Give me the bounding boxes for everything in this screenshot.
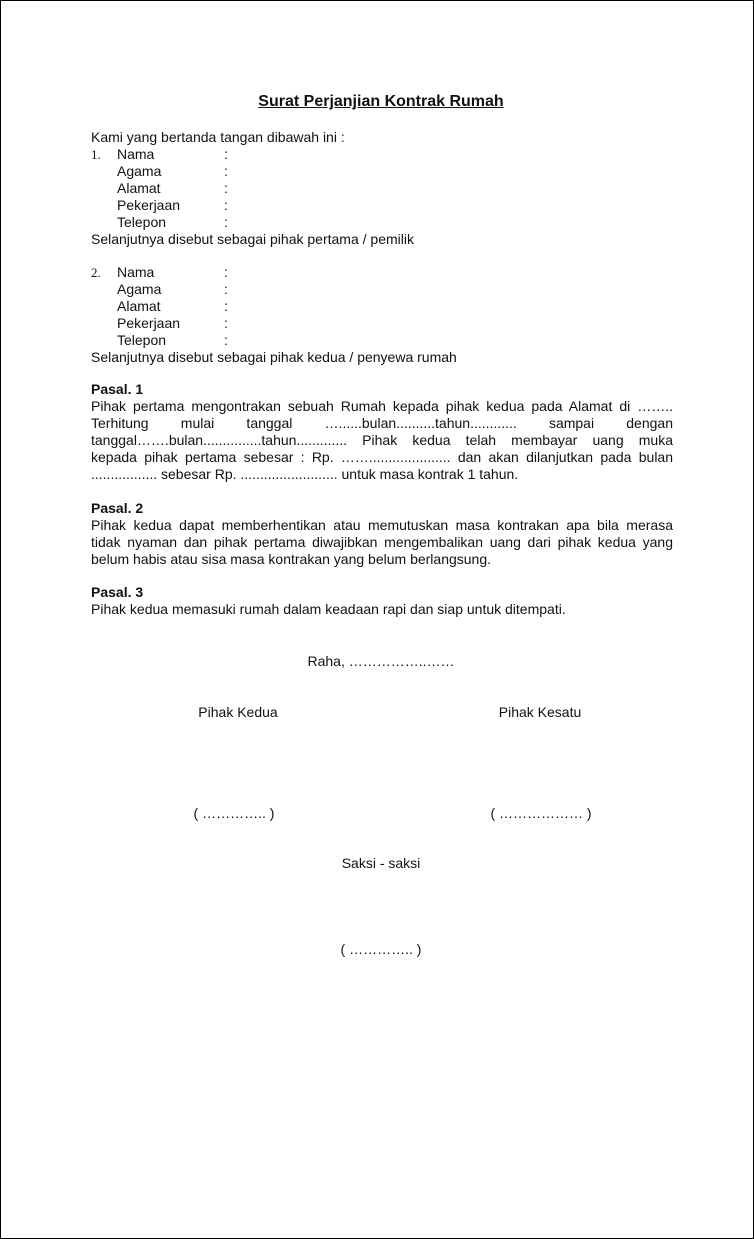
signature-line-right: ( ……………… ): [490, 805, 592, 821]
party1-field-row: [91, 146, 673, 163]
party2-section: [91, 264, 673, 366]
field-colon: :: [224, 163, 228, 179]
field-colon: :: [224, 298, 228, 314]
field-colon: :: [224, 146, 228, 162]
intro-text: Kami yang bertanda tangan dibawah ini :: [91, 129, 345, 145]
field-colon: :: [224, 315, 228, 331]
pasal-3-title: Pasal. 3: [91, 584, 144, 600]
pasal-3: [91, 584, 673, 618]
pasal-1-text: [91, 398, 673, 483]
field-label: Nama: [117, 146, 155, 162]
pasal-2: [91, 500, 673, 568]
party1-field-row: [91, 214, 673, 231]
field-label: Pekerjaan: [117, 197, 181, 213]
pasal-3-line: Pihak kedua memasuki rumah dalam keadaan rapi dan siap untuk ditempati.: [91, 601, 566, 617]
field-colon: :: [224, 180, 228, 196]
field-label: Pekerjaan: [117, 315, 181, 331]
pasal-3-text: [91, 601, 673, 618]
pasal-1: [91, 381, 673, 483]
party2-field-row: [91, 264, 673, 281]
signature-label-left: Pihak Kedua: [198, 704, 278, 720]
party1-field-row: [91, 163, 673, 180]
party-section: [91, 129, 673, 248]
party2-field-row: [91, 315, 673, 332]
party2-field-row: [91, 298, 673, 315]
pasal-2-line: belum habis atau sisa masa kontrakan yang belum berlangsung.: [91, 551, 492, 567]
pasal-2-line: Pihak kedua dapat memberhentikan atau memutuskan masa kontrakan apa bila merasa: [91, 517, 673, 533]
field-label: Alamat: [117, 180, 161, 196]
pasal-2-line: tidak nyaman dan pihak pertama diwajibkan mengembalikan uang dari pihak kedua yang: [91, 534, 673, 550]
party2-summary: Selanjutnya disebut sebagai pihak kedua / penyewa rumah: [91, 349, 457, 365]
place-date: Raha, ……………..……: [307, 653, 455, 669]
party1-field-row: [91, 197, 673, 214]
document-title: Surat Perjanjian Kontrak Rumah: [258, 93, 504, 110]
pasal-1-line: kepada pihak pertama sebesar : Rp. ……..................... dan akan dilanjutkan pada bulan: [91, 449, 673, 465]
pasal-2-text: [91, 517, 673, 568]
pasal-1-line: Terhitung mulai tanggal …......bulan..........tahun............ sampai dengan: [91, 415, 673, 431]
field-label: Agama: [117, 163, 162, 179]
party1-number: 1.: [91, 147, 101, 162]
party2-field-row: [91, 332, 673, 349]
party2-field-row: [91, 281, 673, 298]
pasal-1-title: Pasal. 1: [91, 381, 144, 397]
party2-number: 2.: [91, 265, 101, 280]
pasal-1-line: Pihak pertama mengontrakan sebuah Rumah kepada pihak kedua pada Alamat di ……..: [91, 398, 673, 414]
field-label: Telepon: [117, 214, 167, 230]
pasal-1-line: tanggal…….bulan...............tahun............. Pihak kedua telah membayar uang muka: [91, 432, 673, 448]
field-colon: :: [224, 214, 228, 230]
pasal-2-title: Pasal. 2: [91, 500, 144, 516]
party1-summary: Selanjutnya disebut sebagai pihak pertama / pemilik: [91, 231, 414, 247]
field-label: Alamat: [117, 298, 161, 314]
field-colon: :: [224, 264, 228, 280]
party1-field-row: [91, 180, 673, 197]
field-colon: :: [224, 281, 228, 297]
field-colon: :: [224, 332, 228, 348]
witness-label: Saksi - saksi: [341, 855, 421, 871]
pasal-1-line: ................. sebesar Rp. ......................... untuk masa kontrak 1 tahun.: [91, 466, 519, 482]
field-label: Agama: [117, 281, 162, 297]
witness-signature-line: ( ………….. ): [340, 941, 422, 957]
field-label: Nama: [117, 264, 155, 280]
signature-line-left: ( ………….. ): [193, 805, 275, 821]
signature-label-right: Pihak Kesatu: [498, 704, 582, 720]
field-colon: :: [224, 197, 228, 213]
field-label: Telepon: [117, 332, 167, 348]
